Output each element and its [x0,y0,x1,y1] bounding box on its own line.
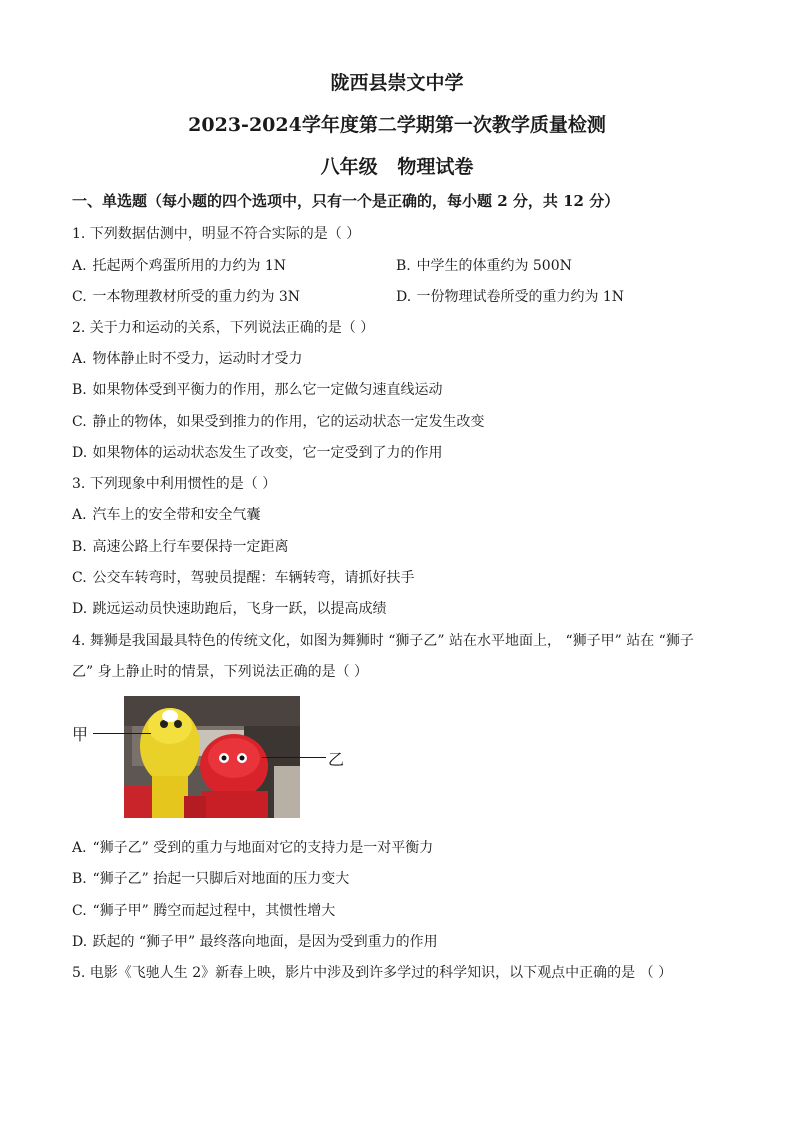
question-4-stem-line-2: 乙” 身上静止时的情景，下列说法正确的是（ ） [72,664,369,680]
question-4-option-b: B. “狮子乙” 抬起一只脚后对地面的压力变大 [72,871,350,887]
exam-title: 2023-2024学年度第二学期第一次教学质量检测 [188,114,606,136]
label-yi-leader [262,757,326,758]
question-4-option-d: D. 跃起的 “狮子甲” 最终落向地面，是因为受到重力的作用 [72,934,438,950]
question-2-option-d: D. 如果物体的运动状态发生了改变，它一定受到了力的作用 [72,445,443,461]
question-1-stem: 1. 下列数据估测中，明显不符合实际的是（ ） [72,226,361,242]
question-1-option-a: A. 托起两个鸡蛋所用的力约为 1N [72,258,287,274]
question-1-option-d: D. 一份物理试卷所受的重力约为 1N [396,289,625,305]
question-2-stem: 2. 关于力和运动的关系，下列说法正确的是（ ） [72,320,375,336]
question-4-stem-line-1: 4. 舞狮是我国最具特色的传统文化，如图为舞狮时 “狮子乙” 站在水平地面上， “狮子甲” 站在 “狮子 [72,633,694,649]
question-3-option-a: A. 汽车上的安全带和安全气囊 [72,507,261,523]
question-1-option-b: B. 中学生的体重约为 500N [396,258,572,274]
question-4-option-c: C. “狮子甲” 腾空而起过程中，其惯性增大 [72,903,336,919]
school-name: 陇西县崇文中学 [330,72,464,94]
label-jia-leader [93,733,151,734]
question-3-option-c: C. 公交车转弯时，驾驶员提醒：车辆转弯，请抓好扶手 [72,570,415,586]
question-2-option-b: B. 如果物体受到平衡力的作用，那么它一定做匀速直线运动 [72,382,443,398]
question-5-stem: 5. 电影《飞驰人生 2》新春上映，影片中涉及到许多学过的科学知识，以下观点中正确的是 （ ） [72,965,673,981]
question-2-option-a: A. 物体静止时不受力，运动时才受力 [72,351,303,367]
subject-title: 八年级 物理试卷 [320,156,474,178]
question-4-option-a: A. “狮子乙” 受到的重力与地面对它的支持力是一对平衡力 [72,840,434,856]
question-3-stem: 3. 下列现象中利用惯性的是（ ） [72,476,277,492]
question-2-option-c: C. 静止的物体，如果受到推力的作用，它的运动状态一定发生改变 [72,414,485,430]
question-3-option-d: D. 跳远运动员快速助跑后，飞身一跃，以提高成绩 [72,601,387,617]
figure-label-yi: 乙 [328,750,345,769]
question-3-option-b: B. 高速公路上行车要保持一定距离 [72,539,289,555]
figure-label-jia: 甲 [72,725,89,744]
question-1-option-c: C. 一本物理教材所受的重力约为 3N [72,289,301,305]
section-heading: 一、单选题（每小题的四个选项中，只有一个是正确的，每小题 2 分，共 12 分） [72,192,620,210]
